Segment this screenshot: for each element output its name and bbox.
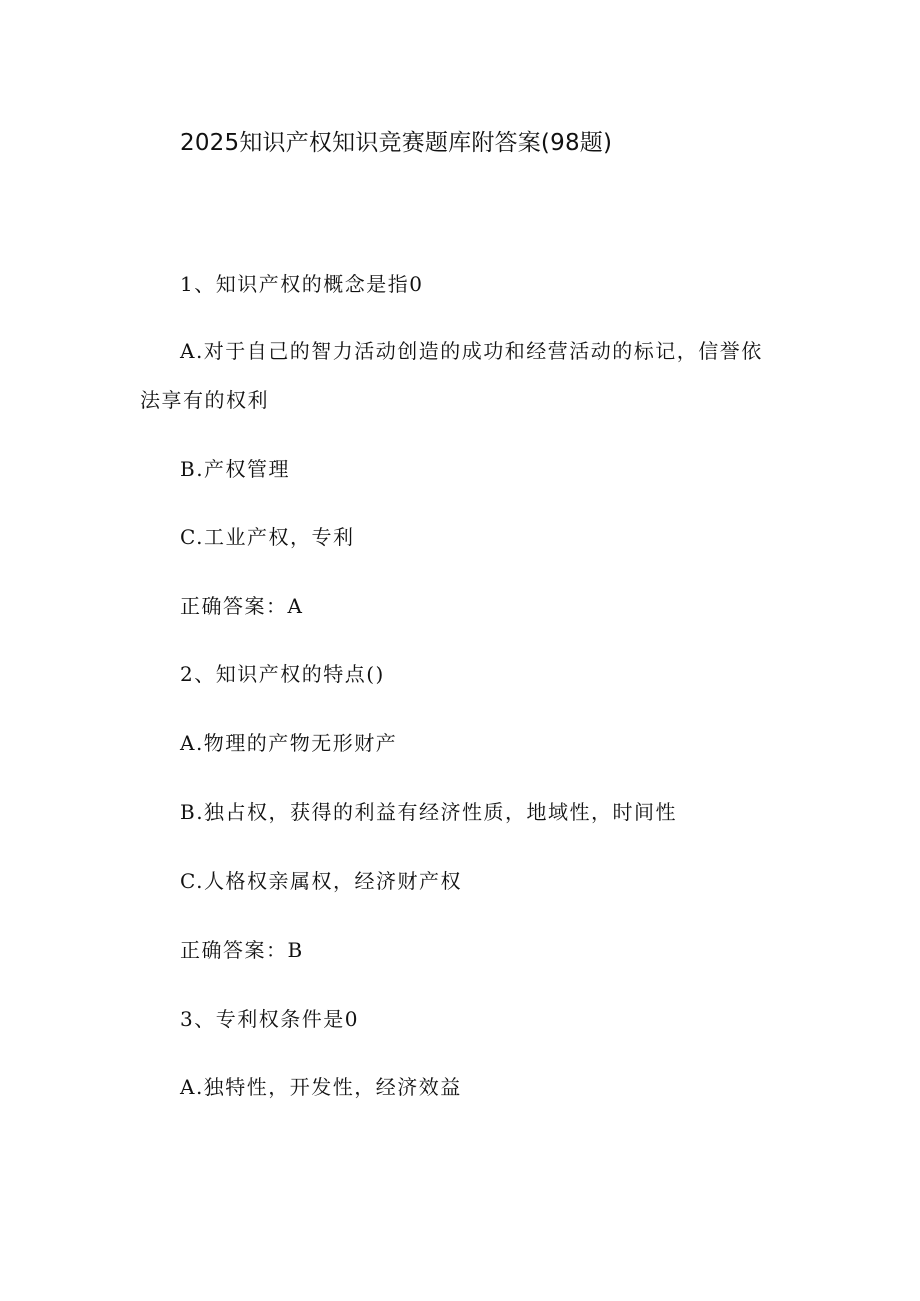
question-3-stem: 3、专利权条件是0: [180, 1007, 359, 1031]
question-1-stem: 1、知识产权的概念是指0: [180, 272, 424, 296]
question-2-stem: 2、知识产权的特点(): [180, 662, 385, 686]
question-2-answer: 正确答案：B: [180, 938, 304, 962]
question-1-answer: 正确答案：A: [180, 594, 304, 618]
question-2-option-a: A.物理的产物无形财产: [180, 731, 398, 755]
question-1-option-a-continued: 法享有的权利: [140, 388, 269, 412]
document-title: 2025知识产权知识竞赛题库附答案(98题): [180, 130, 613, 156]
question-2-option-c: C.人格权亲属权，经济财产权: [180, 869, 462, 893]
question-1-option-c: C.工业产权，专利: [180, 525, 355, 549]
question-1-option-a: A.对于自己的智力活动创造的成功和经营活动的标记，信誉依: [180, 339, 763, 363]
question-3-option-a: A.独特性，开发性，经济效益: [180, 1075, 462, 1099]
question-2-option-b: B.独占权，获得的利益有经济性质，地域性，时间性: [180, 800, 678, 824]
question-1-option-b: B.产权管理: [180, 457, 291, 481]
